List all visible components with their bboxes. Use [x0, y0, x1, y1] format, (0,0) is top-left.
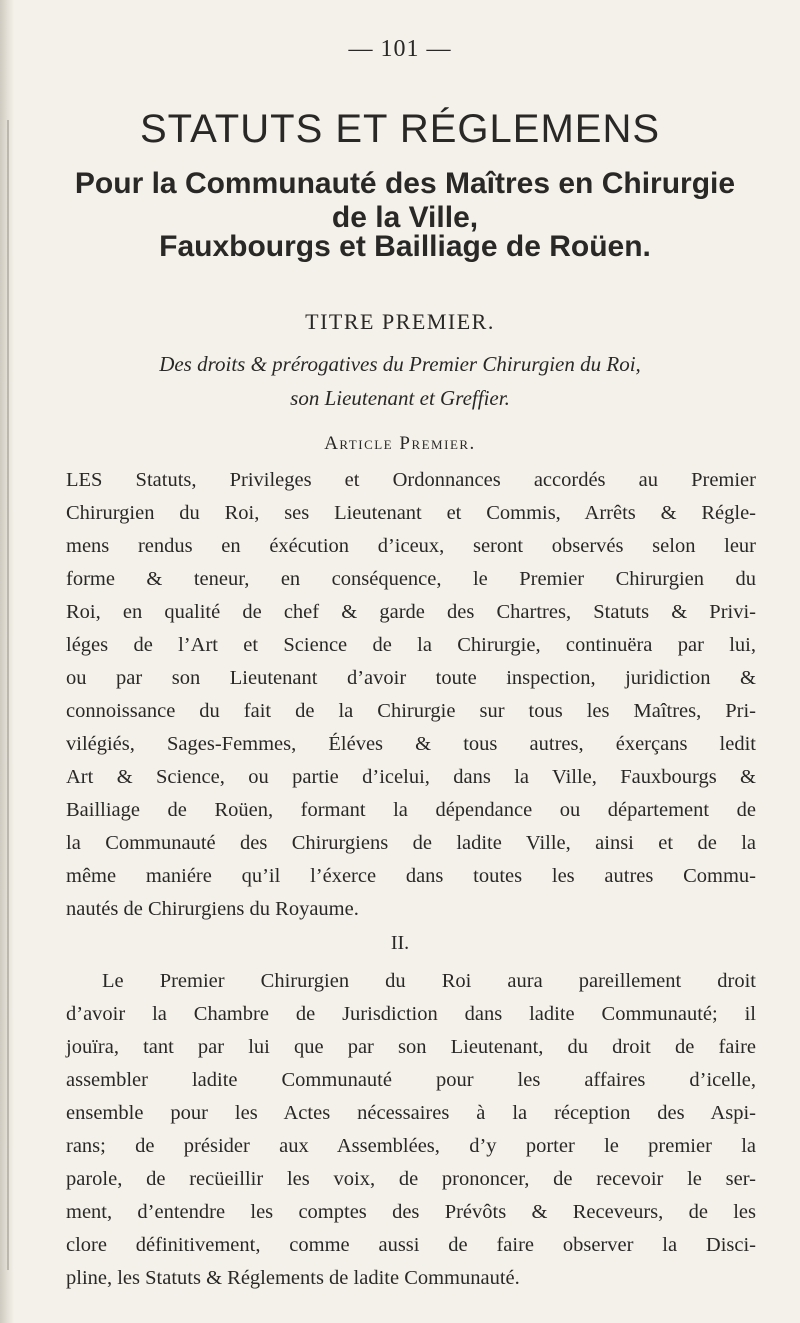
text-line: nautés de Chirurgiens du Royaume. [66, 898, 359, 920]
text-line: Roi, en qualité de chef & garde des Chartres, Statuts & Privi- [66, 601, 756, 623]
text-line: léges de l’Art et Science de la Chirurgie, continuëra par lui, [66, 634, 756, 656]
text-line: forme & teneur, en conséquence, le Premier Chirurgien du [66, 568, 756, 590]
text-line: assembler ladite Communauté pour les affaires d’icelle, [66, 1069, 756, 1091]
text-line: jouïra, tant par lui que par son Lieutenant, du droit de faire [66, 1036, 756, 1058]
text-line: ensemble pour les Actes nécessaires à la réception des Aspi- [66, 1102, 756, 1124]
text-line: même maniére qu’il l’éxerce dans toutes les autres Commu- [66, 865, 756, 887]
text-line: LES Statuts, Privileges et Ordonnances accordés au Premier [66, 469, 756, 491]
article-heading: Article Premier. [324, 433, 476, 454]
document-title: STATUTS ET RÉGLEMENS [139, 107, 661, 151]
titre-heading: TITRE PREMIER. [305, 309, 495, 334]
text-line: ment, d’entendre les comptes des Prévôts & Receveurs, de les [66, 1201, 756, 1223]
droits-line-2: son Lieutenant et Greffier. [290, 386, 510, 410]
text-line: Le Premier Chirurgien du Roi aura pareillement droit [102, 970, 756, 992]
page-number: — 101 — [348, 36, 452, 62]
text-line: connoissance du fait de la Chirurgie sur tous les Maîtres, Pri- [66, 700, 756, 722]
subtitle-line-2: Fauxbourgs et Bailliage de Roüen. [159, 230, 651, 263]
text-line: rans; de présider aux Assemblées, d’y porter le premier la [66, 1135, 756, 1157]
text-line: mens rendus en éxécution d’iceux, seront observés selon leur [66, 535, 756, 557]
text-line: Art & Science, ou partie d’icelui, dans la Ville, Fauxbourgs & [66, 766, 756, 788]
text-line: Bailliage de Roüen, formant la dépendance ou département de [66, 799, 756, 821]
text-line: la Communauté des Chirurgiens de ladite Ville, ainsi et de la [66, 832, 756, 854]
text-line: parole, de recüeillir les voix, de prononcer, de recevoir le ser- [66, 1168, 756, 1190]
section-number: II. [390, 932, 410, 954]
binding-line [7, 120, 9, 1270]
subtitle-line-1: Pour la Communauté des Maîtres en Chirurgie de la Ville, [74, 167, 736, 234]
text-line: vilégiés, Sages-Femmes, Éléves & tous autres, éxerçans ledit [66, 733, 756, 755]
text-line: pline, les Statuts & Réglements de ladite Communauté. [66, 1267, 520, 1289]
text-line: ou par son Lieutenant d’avoir toute inspection, juridiction & [66, 667, 756, 689]
droits-line-1: Des droits & prérogatives du Premier Chirurgien du Roi, [159, 352, 641, 376]
text-line: d’avoir la Chambre de Jurisdiction dans ladite Communauté; il [66, 1003, 756, 1025]
text-line: Chirurgien du Roi, ses Lieutenant et Commis, Arrêts & Régle- [66, 502, 756, 524]
text-line: clore définitivement, comme aussi de faire observer la Disci- [66, 1234, 756, 1256]
